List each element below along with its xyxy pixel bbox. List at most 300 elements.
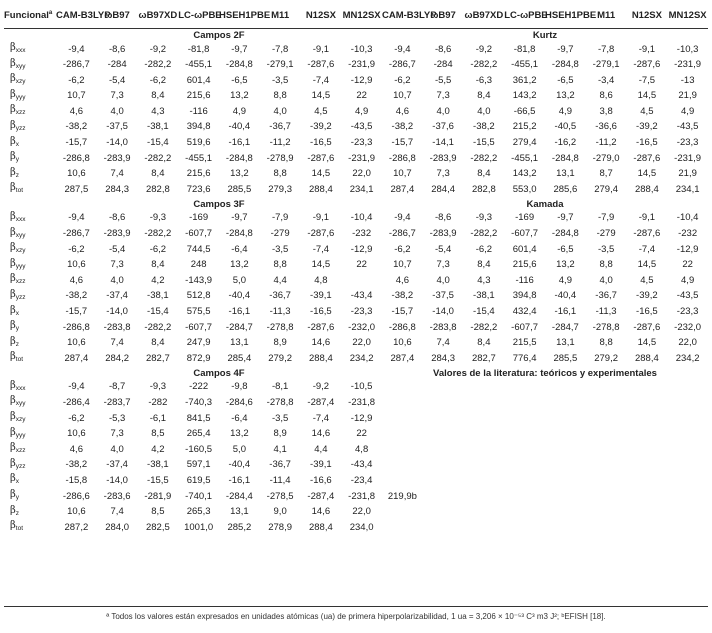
table-cell-right: -12,9 [676, 243, 699, 255]
beta-symbol: β [10, 411, 16, 423]
table-cell-left: -38,1 [147, 121, 169, 133]
table-cell-left: 872,9 [186, 352, 211, 364]
table-cell-right [627, 458, 668, 474]
table-cell-right: 4,6 [395, 274, 409, 286]
row-label [4, 505, 56, 521]
table-cell-left: -38,2 [65, 459, 88, 471]
beta-subscript: xzy [15, 247, 26, 255]
table-cell-right: 282,7 [471, 352, 496, 364]
table-cell-right: 234,1 [675, 183, 700, 195]
row-label [4, 380, 56, 396]
table-cell-right: -9,1 [638, 212, 656, 224]
table-cell-right: -5,4 [434, 243, 452, 255]
beta-subscript: xzy [15, 78, 26, 86]
table-cell-left: -9,7 [231, 212, 248, 224]
table-cell-left: -36,7 [269, 459, 291, 471]
table-cell-right: 143,2 [512, 168, 537, 180]
table-cell-right: -283,9 [429, 228, 457, 240]
table-cell-right: 8,4 [477, 168, 491, 180]
table-cell-right [423, 442, 464, 458]
table-cell-right: -7,4 [638, 243, 656, 255]
table-cell-right: 4,0 [436, 105, 450, 117]
table-cell-left: -7,4 [312, 412, 330, 424]
table-cell-right: -15,7 [391, 306, 414, 317]
section-header-row [4, 29, 708, 43]
row-label [4, 242, 56, 258]
table-cell-right: 284,3 [431, 352, 456, 364]
table-row [4, 305, 708, 321]
beta-subscript: y [15, 156, 20, 164]
table-cell-left: 248 [190, 259, 207, 271]
table-cell-right: -286,7 [388, 59, 416, 71]
table-cell-right [667, 505, 708, 521]
table-cell-left: 10,6 [67, 337, 86, 349]
table-cell-right: -9,3 [475, 212, 493, 224]
table-cell-right: -232 [678, 228, 698, 240]
table-cell-right [667, 489, 708, 505]
section-spacer [4, 367, 56, 380]
table-cell-right: 4,9 [681, 274, 695, 286]
table-row [4, 427, 708, 443]
table-cell-left: -9,7 [231, 43, 248, 55]
table-cell-right: 8,4 [477, 337, 491, 349]
table-cell-right: 10,7 [393, 259, 412, 271]
beta-subscript: x [15, 309, 20, 317]
table-cell-left: -283,9 [103, 152, 131, 164]
row-label [4, 182, 56, 198]
table-cell-right: -284,7 [551, 321, 579, 333]
table-cell-right: -5,5 [434, 74, 452, 86]
table-cell-left: -39,1 [310, 459, 332, 471]
table-cell-right: -282,2 [470, 59, 498, 71]
header-row [4, 2, 708, 29]
table-cell-right: -38,2 [391, 121, 414, 133]
table-cell-left: 13,2 [230, 428, 249, 440]
table-cell-right [586, 505, 627, 521]
table-cell-left: -284,8 [225, 228, 253, 240]
table-cell-right [423, 427, 464, 443]
table-cell-right: -287,6 [633, 152, 661, 164]
table-cell-right: -81,8 [513, 43, 536, 55]
table-cell-left: 215,6 [186, 90, 211, 102]
table-cell-right: -6,5 [557, 243, 574, 255]
table-cell-right [586, 489, 627, 505]
table-cell-left: -15,4 [147, 306, 169, 317]
table-row [4, 351, 708, 367]
table-cell-left: -9,4 [68, 43, 85, 55]
section-title-right: Kurtz [532, 30, 558, 41]
beta-symbol: β [10, 104, 16, 116]
table-cell-left: 8,9 [273, 428, 287, 440]
table-cell-right: -10,3 [676, 43, 699, 55]
table-cell-right [545, 442, 586, 458]
table-cell-left: -287,6 [307, 321, 335, 333]
table-cell-left: 22,0 [352, 506, 371, 518]
row-label [4, 258, 56, 274]
table-cell-left: -11,3 [269, 306, 291, 317]
table-cell-right: 7,3 [436, 90, 450, 102]
row-label [4, 473, 56, 489]
table-cell-right: 14,5 [637, 259, 657, 271]
table-cell-left: -10,5 [350, 381, 373, 393]
header-col-left: M11 [260, 2, 301, 29]
table-cell-right: -9,4 [394, 43, 411, 55]
table-cell-right: -232,0 [674, 321, 702, 333]
header-funcional [4, 2, 56, 29]
table-cell-right: 4,0 [477, 105, 491, 117]
table-cell-left: -281,9 [144, 490, 172, 502]
beta-symbol: β [10, 42, 16, 53]
table-row [4, 458, 708, 474]
table-cell-right: -16,1 [554, 306, 577, 317]
table-cell-right: -36,7 [595, 290, 617, 302]
table-cell-left: -11,2 [269, 137, 291, 149]
table-cell-right: 4,5 [640, 274, 654, 286]
table-cell-right [382, 520, 423, 536]
beta-symbol: β [10, 119, 16, 131]
table-cell-left: 9,0 [273, 506, 287, 518]
table-cell-right: -37,5 [432, 290, 454, 302]
table-cell-right: 282,8 [471, 183, 496, 195]
table-cell-left: 284,2 [105, 352, 130, 364]
table-cell-right [464, 489, 505, 505]
table-row [4, 104, 708, 120]
table-cell-right: -37,6 [432, 121, 454, 133]
table-cell-right: 285,6 [553, 183, 578, 195]
row-label [4, 442, 56, 458]
table-cell-right: 7,4 [436, 337, 450, 349]
table-cell-left: 8,9 [273, 337, 287, 349]
table-cell-left: 288,4 [308, 352, 333, 364]
table-cell-left: 619,5 [186, 474, 211, 486]
row-label [4, 458, 56, 474]
table-cell-right [545, 520, 586, 536]
table-cell-left: -232 [352, 228, 372, 240]
table-row [4, 151, 708, 167]
table-cell-right [545, 395, 586, 411]
table-cell-left: 8,5 [151, 506, 165, 518]
table-cell-right: 8,6 [599, 90, 613, 102]
table-cell-left: -38,1 [147, 459, 169, 471]
table-cell-right [464, 427, 505, 443]
table-cell-left: -40,4 [228, 459, 251, 471]
table-cell-left: -43,5 [350, 121, 373, 133]
beta-symbol: β [10, 73, 16, 85]
table-cell-right: -6,2 [394, 74, 411, 86]
beta-subscript: xzz [15, 447, 26, 455]
table-cell-left: -9,3 [149, 381, 167, 393]
row-label [4, 351, 56, 367]
table-cell-right: 13,1 [556, 337, 575, 349]
table-cell-left: 279,3 [268, 183, 293, 195]
table-cell-left: -38,2 [65, 290, 88, 302]
header-col-right: HSEH1PBE [545, 2, 586, 29]
beta-subscript: z [15, 509, 20, 517]
table-cell-right: -7,9 [597, 212, 615, 224]
table-row [4, 42, 708, 58]
table-cell-left: 7,3 [110, 90, 124, 102]
header-col-left: HSEH1PBE [219, 2, 260, 29]
table-cell-left: -15,5 [147, 474, 169, 486]
table-cell-left: 4,0 [110, 105, 124, 117]
table-cell-left: -43,4 [350, 459, 373, 471]
table-cell-left: -10,4 [350, 212, 373, 224]
table-row [4, 380, 708, 396]
table-cell-right: 13,1 [556, 168, 575, 180]
table-cell-left: 7,4 [110, 168, 124, 180]
table-cell-left: -283,8 [103, 321, 131, 333]
table-cell-left: -283,6 [103, 490, 131, 502]
table-cell-right [423, 395, 464, 411]
table-cell-left: 8,4 [151, 90, 165, 102]
table-row [4, 289, 708, 305]
table-cell-right: 13,2 [556, 90, 575, 102]
table-cell-left: 10,6 [67, 259, 86, 271]
table-cell-right [504, 505, 545, 521]
table-cell-left: -282,2 [144, 59, 172, 71]
row-label [4, 273, 56, 289]
table-cell-left: 278,9 [268, 521, 293, 533]
table-cell-right: -16,5 [636, 137, 658, 149]
table-cell-left: -284,4 [225, 490, 253, 502]
table-cell-left: 8,4 [151, 337, 165, 349]
table-cell-right: 279,4 [594, 183, 619, 195]
table-cell-right [667, 442, 708, 458]
table-cell-right [586, 473, 627, 489]
beta-subscript: tot [15, 356, 24, 364]
table-cell-left: 22,0 [352, 168, 371, 180]
table-cell-left: -7,8 [271, 43, 289, 55]
header-col-left: MN12SX [341, 2, 382, 29]
table-cell-right [464, 395, 505, 411]
table-cell-right: 4,6 [395, 105, 409, 117]
header-funcional-label: Funcional [4, 10, 49, 22]
table-cell-left: -12,9 [350, 74, 373, 86]
table-cell-left: 7,3 [110, 428, 124, 440]
beta-subscript: xxx [15, 215, 26, 223]
beta-symbol: β [10, 242, 16, 254]
table-cell-left: -36,7 [269, 121, 291, 133]
table-cell-left: -15,4 [147, 137, 169, 149]
table-cell-left: 14,6 [311, 337, 331, 349]
table-cell-left: -607,7 [185, 321, 213, 333]
table-cell-right: -287,6 [633, 59, 661, 71]
table-cell-right [627, 505, 668, 521]
table-cell-right [667, 427, 708, 443]
table-cell-left: 4,6 [69, 105, 83, 117]
table-cell-left: -16,1 [228, 137, 251, 149]
header-col-left: CAM-B3LYP [56, 2, 97, 29]
table-cell-left: 7,3 [110, 259, 124, 271]
table-cell-right: -40,5 [554, 121, 577, 133]
table-row [4, 58, 708, 74]
table-cell-left: -286,7 [62, 59, 90, 71]
beta-symbol: β [10, 395, 16, 407]
table-cell-left: -15,8 [65, 474, 88, 486]
table-cell-right: -43,5 [676, 121, 699, 133]
table-cell-left: -6,2 [68, 74, 85, 86]
table-cell-right: -8,6 [434, 212, 452, 224]
table-cell-right [504, 427, 545, 443]
table-cell-left: -284 [107, 59, 127, 71]
table-cell-left: -10,3 [350, 43, 373, 55]
table-cell-left: -282,2 [144, 228, 172, 240]
table-cell-right: -39,2 [636, 290, 658, 302]
table-cell-left: -81,8 [187, 43, 210, 55]
table-cell-left: 265,4 [186, 428, 211, 440]
table-cell-right: 8,4 [477, 90, 491, 102]
beta-subscript: x [15, 140, 20, 148]
table-cell-left: -7,4 [312, 243, 330, 255]
row-label [4, 305, 56, 321]
table-cell-left: -38,1 [147, 290, 169, 302]
beta-subscript: xzz [15, 278, 26, 286]
table-cell-left: -23,3 [350, 137, 373, 149]
table-cell-right [586, 395, 627, 411]
table-cell-right: -284 [433, 59, 453, 71]
table-cell-right [504, 442, 545, 458]
table-cell-left: 4,4 [273, 274, 287, 286]
table-cell-left: -37,4 [106, 459, 128, 471]
table-cell-right: -13 [680, 74, 695, 86]
table-cell-left: 13,1 [230, 506, 249, 518]
table-cell-left: 4,2 [151, 443, 165, 455]
table-cell-left: -16,6 [310, 474, 332, 486]
beta-subscript: xyy [15, 62, 26, 70]
beta-symbol: β [10, 226, 16, 238]
table-cell-right: -9,4 [394, 212, 411, 224]
table-cell-left: 4,2 [151, 274, 165, 286]
table-cell-left: -5,4 [108, 243, 126, 255]
table-cell-left: 288,4 [308, 183, 333, 195]
table-cell-right [504, 411, 545, 427]
table-cell-left: -232,0 [348, 321, 376, 333]
table-cell-left: -231,9 [348, 152, 376, 164]
table-cell-right: -286,8 [388, 152, 416, 164]
table-cell-left: -282 [148, 396, 168, 408]
table-cell-right: -279 [596, 228, 616, 240]
table-cell-left: -14,0 [106, 137, 128, 149]
table-cell-right: -38,2 [473, 121, 495, 133]
table-cell-right [423, 458, 464, 474]
table-cell-right: -279,0 [592, 152, 620, 164]
row-label [4, 411, 56, 427]
table-cell-right [382, 442, 423, 458]
beta-symbol: β [10, 166, 16, 178]
table-cell-left: 10,6 [67, 168, 86, 180]
table-cell-right: -11,2 [595, 137, 617, 149]
table-cell-right: -279,1 [592, 59, 620, 71]
table-cell-right: 14,5 [637, 337, 657, 349]
table-cell-left: -284,6 [225, 396, 253, 408]
table-cell-left: -278,9 [266, 152, 294, 164]
header-funcional-sup: a [48, 10, 53, 17]
table-cell-left: -5,3 [108, 412, 126, 424]
table-cell-right: -283,9 [429, 152, 457, 164]
table-cell-left: 575,5 [186, 306, 211, 317]
section-title-right: Kamada [526, 198, 564, 210]
table-cell-right [382, 473, 423, 489]
table-cell-right: -23,3 [676, 137, 699, 149]
table-cell-right: 279,2 [594, 352, 619, 364]
table-cell-left: -283,9 [103, 228, 131, 240]
table-cell-right: -38,2 [391, 290, 414, 302]
table-cell-left: -143,9 [185, 274, 213, 286]
table-cell-left: -284,7 [225, 321, 253, 333]
row-label [4, 211, 56, 227]
table-cell-left: -287,6 [307, 152, 335, 164]
table-cell-left: -286,8 [62, 152, 90, 164]
table-cell-right: -287,6 [633, 228, 661, 240]
table-cell-left: -43,4 [350, 290, 373, 302]
table-cell-right: 4,5 [640, 105, 654, 117]
table-cell-left: -116 [189, 105, 208, 117]
table-cell-right: -116 [515, 274, 534, 286]
table-cell-right [504, 458, 545, 474]
table-cell-right: -282,2 [470, 228, 498, 240]
table-cell-left: -37,5 [106, 121, 128, 133]
table-cell-right: -607,7 [511, 228, 539, 240]
table-cell-right: -39,2 [636, 121, 658, 133]
table-cell-left: 8,8 [273, 90, 287, 102]
table-cell-right: 287,4 [390, 352, 415, 364]
table-cell-right [464, 505, 505, 521]
section-header-row [4, 367, 708, 380]
beta-symbol: β [10, 257, 16, 269]
section-header-row [4, 198, 708, 211]
table-cell-right: -7,8 [597, 43, 615, 55]
beta-symbol: β [10, 473, 16, 485]
table-cell-right: 776,4 [512, 352, 537, 364]
table-cell-left: 4,4 [314, 443, 328, 455]
beta-subscript: yyy [15, 262, 26, 270]
table-cell-right [667, 411, 708, 427]
table-cell-left: -6,2 [149, 74, 167, 86]
table-cell-right [586, 520, 627, 536]
table-cell-left: -455,1 [185, 59, 213, 71]
table-cell-right: 432,4 [512, 306, 537, 317]
table-cell-left: -286,7 [62, 228, 90, 240]
table-cell-right [545, 473, 586, 489]
table-cell-left: -16,5 [310, 306, 332, 317]
table-row [4, 167, 708, 183]
table-cell-right: 279,4 [512, 137, 537, 149]
table-cell-left: 234,2 [349, 352, 374, 364]
table-cell-right [382, 395, 423, 411]
table-cell-left: 4,0 [110, 443, 124, 455]
table-cell-right: -66,5 [513, 105, 536, 117]
table-cell-right [667, 380, 708, 396]
table-cell-right [504, 380, 545, 396]
header-col-right: CAM-B3LYP [382, 2, 423, 29]
table-cell-left: -279,1 [266, 59, 294, 71]
beta-symbol: β [10, 379, 16, 391]
table-cell-left: -12,9 [350, 243, 373, 255]
table-cell-left: 13,2 [230, 168, 249, 180]
table-row [4, 136, 708, 152]
table-cell-right: -455,1 [511, 152, 539, 164]
table-cell-right [627, 489, 668, 505]
beta-symbol: β [10, 210, 16, 222]
table-cell-left: 4,0 [110, 274, 124, 286]
table-cell-right: 361,2 [512, 74, 537, 86]
table-cell-left: -287,6 [307, 228, 335, 240]
table-cell-left: -7,9 [271, 212, 289, 224]
table-cell-right: -15,7 [391, 137, 414, 149]
table-cell-right [627, 395, 668, 411]
table-cell-right: -16,5 [636, 306, 658, 317]
table-cell-left: -282,2 [144, 321, 172, 333]
